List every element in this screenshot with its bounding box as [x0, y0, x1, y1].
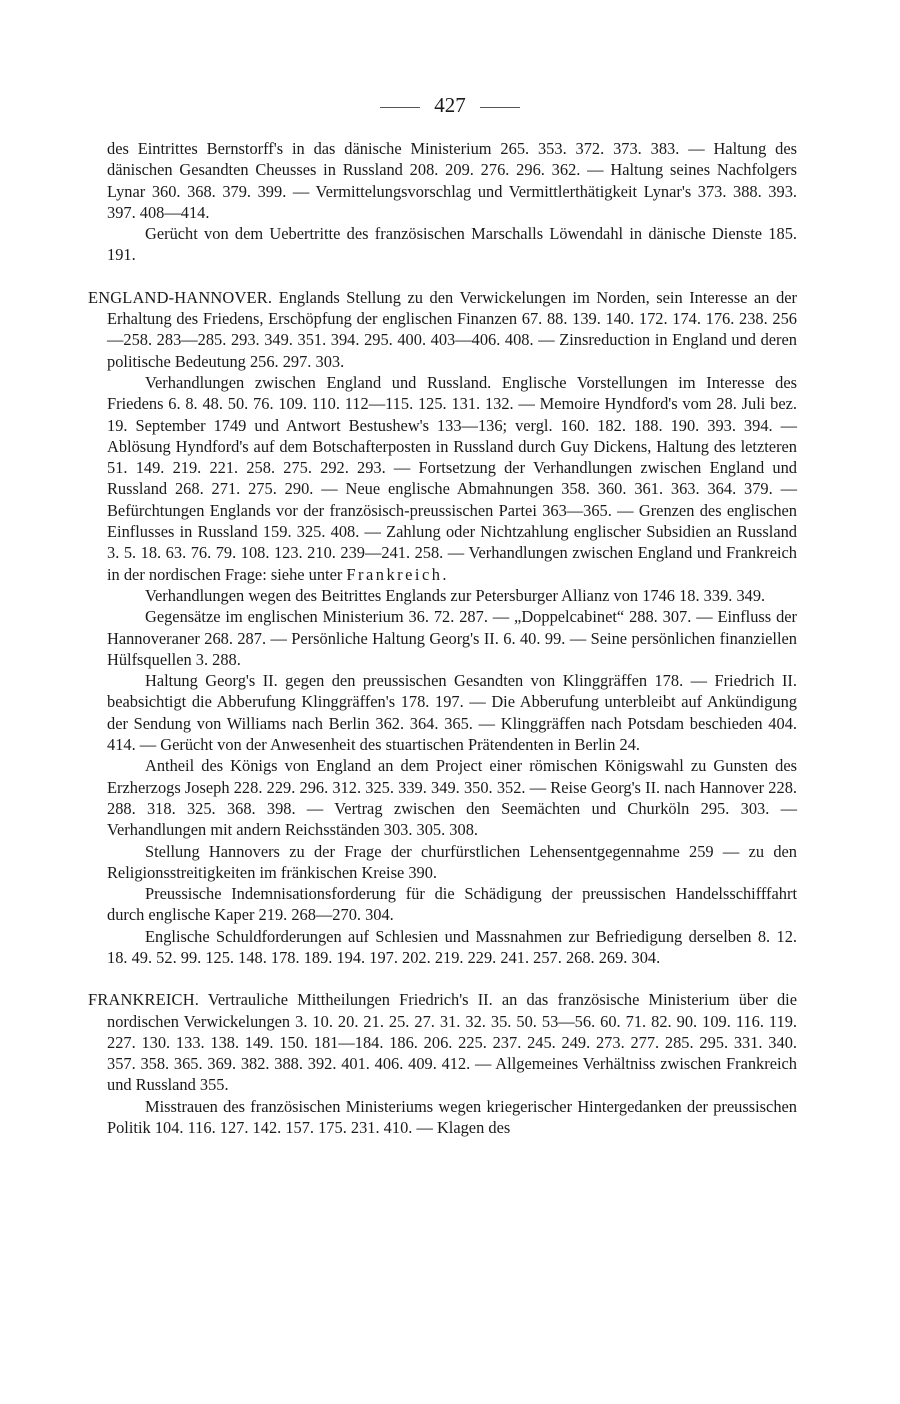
header-rule-right — [480, 107, 520, 108]
england-paragraph-6: Antheil des Königs von England an dem Project einer römischen Königswahl zu Gunsten des Erzherzogs Joseph 228. 229. 296. 312. 325. 339. 349. 350. 352. — Reise Georg's II. nach Hannover 228. 288. 318. 325. 368. 398. — Vertrag zwischen den Seemächten und Churköln 295. 303. — Verhandlungen mit andern Reichsständen 303. 305. 308. — [107, 756, 797, 840]
england-paragraph-2: Verhandlungen zwischen England und Russland. Englische Vorstellungen im Interesse des Friedens 6. 8. 48. 50. 76. 109. 110. 112—115. 125. 131. 132. — Memoire Hyndford's vom 28. Juli bez. 19. September 1749 und Antwort Bestushew's 133—136; vergl. 160. 182. 188. 190. 393. 394. — Ablösung Hyndford's auf dem Botschafterposten in Russland durch Guy Dickens, Haltung des letzteren 51. 149. 219. 221. 258. 275. 292. 293. — Fortsetzung der Verhandlungen zwischen England und Russland 268. 271. 275. 290. — Neue englische Abmahnungen 358. 360. 361. 363. 364. 379. — Befürchtungen Englands vor der französisch-preussischen Partei 363—365. — Grenzen des englischen Einflusses in Russland 159. 325. 408. — Zahlung oder Nichtzahlung englischer Subsidien an Russland 3. 5. 18. 63. 76. 79. 108. 123. 210. 239—241. 258. — Verhandlungen zwischen England und Frankreich in der nordischen Frage: siehe unter Frankreich. — [107, 372, 797, 584]
entry-england-text: Englands Stellung zu den Verwickelungen im Norden, sein Interesse an der Erhaltung des Friedens, Erschöpfung der englischen Finanzen 67. 88. 139. 140. 172. 174. 176. 238. 256—258. 283—285. 293. 349. 351. 394. 295. 400. 403—406. 408. — Zinsreduction in England und deren politische Bedeutung 256. 297. 303. — [107, 287, 797, 371]
england-paragraph-2-text: Verhandlungen zwischen England und Russland. Englische Vorstellungen im Interesse des Friedens 6. 8. 48. 50. 76. 109. 110. 112—115. 125. 131. 132. — Memoire Hyndford's vom 28. Juli bez. 19. September 1749 und Antwort Bestushew's 133—136; vergl. 160. 182. 188. 190. 393. 394. — Ablösung Hyndford's auf dem Botschafterposten in Russland durch Guy Dickens, Haltung des letzteren 51. 149. 219. 221. 258. 275. 292. 293. — Fortsetzung der Verhandlungen zwischen England und Russland 268. 271. 275. 290. — Neue englische Abmahnungen 358. 360. 361. 363. 364. 379. — Befürchtungen Englands vor der französisch-preussischen Partei 363—365. — Grenzen des englischen Einflusses in Russland 159. 325. 408. — Zahlung oder Nichtzahlung englischer Subsidien an Russland 3. 5. 18. 63. 76. 79. 108. 123. 210. 239—241. 258. — Verhandlungen zwischen England und Frankreich in der nordischen Frage: siehe unter — [107, 372, 797, 584]
frankreich-paragraph-2: Misstrauen des französischen Ministeriums wegen kriegerischer Hintergedanken der preussischen Politik 104. 116. 127. 142. 157. 175. 231. 410. — Klagen des — [107, 1096, 797, 1138]
england-paragraph-5: Haltung Georg's II. gegen den preussischen Gesandten von Klinggräffen 178. — Friedrich II. beabsichtigt die Abberufung Klinggräffen's 178. 197. — Die Abberufung unterbleibt auf Ankündigung der Sendung von Williams nach Berlin 362. 364. 365. — Klinggräffen nach Potsdam beschieden 404. 414. — Gerücht von der Anwesenheit des stuartischen Prätendenten in Berlin 24. — [107, 671, 797, 755]
entry-frankreich-text: Vertrauliche Mittheilungen Friedrich's II. an das französische Ministerium über die nordischen Verwickelungen 3. 10. 20. 21. 25. 27. 31. 32. 35. 50. 53—56. 60. 71. 82. 90. 109. 116. 119. 227. 130. 133. 138. 149. 150. 181—184. 186. 206. 225. 237. 245. 249. 273. 277. 285. 295. 331. 340. 357. 358. 365. 369. 382. 388. 392. 401. 406. 409. 412. — Allgemeines Verhältniss zwischen Frankreich und Russland 355. — [107, 990, 797, 1095]
index-content — [88, 138, 797, 1138]
england-paragraph-9: Englische Schuldforderungen auf Schlesien und Massnahmen zur Befriedigung derselben 8. 12. 18. 49. 52. 99. 125. 148. 178. 189. 194. 197. 202. 219. 229. 241. 257. 268. 269. 304. — [107, 926, 797, 967]
entry-frankreich — [88, 989, 797, 1095]
entry-heading-england: ENGLAND-HANNOVER. — [88, 287, 273, 307]
england-paragraph-8: Preussische Indemnisationsforderung für die Schädigung der preussischen Handelsschifffahrt durch englische Kaper 219. 268—270. 304. — [107, 884, 797, 925]
entry-england-hannover — [88, 287, 797, 372]
header-rule-left — [380, 107, 420, 108]
england-paragraph-3: Verhandlungen wegen des Beitrittes Englands zur Petersburger Allianz von 1746 18. 339. 349. — [145, 585, 766, 605]
cross-reference-frankreich: Frankreich — [346, 564, 443, 584]
england-paragraph-4: Gegensätze im englischen Ministerium 36. 72. 287. — „Doppelcabinet“ 288. 307. — Einfluss der Hannoveraner 268. 287. — Persönliche Haltung Georg's II. 6. 40. 99. — Seine persönlichen finanziellen Hülfsquellen 3. 288. — [107, 607, 797, 669]
page-number: 427 — [434, 93, 466, 117]
intro-paragraph-1: des Eintrittes Bernstorff's in das dänische Ministerium 265. 353. 372. 373. 383. — Haltung des dänischen Gesandten Cheusses in Russland 208. 209. 276. 296. 362. — Haltung seines Nachfolgers Lynar 360. 368. 379. 399. — Vermittelungsvorschlag und Vermittlerthätigkeit Lynar's 373. 388. 393. 397. 408—414. — [107, 139, 797, 222]
page-header — [0, 92, 900, 118]
intro-paragraph-2: Gerücht von dem Uebertritte des französischen Marschalls Löwendahl in dänische Dienste 185. 191. — [107, 224, 797, 265]
england-paragraph-7: Stellung Hannovers zu der Frage der churfürstlichen Lehensentgegennahme 259 — zu den Religionsstreitigkeiten im fränkischen Kreise 390. — [107, 841, 797, 882]
entry-heading-frankreich: FRANKREICH. — [88, 990, 200, 1010]
